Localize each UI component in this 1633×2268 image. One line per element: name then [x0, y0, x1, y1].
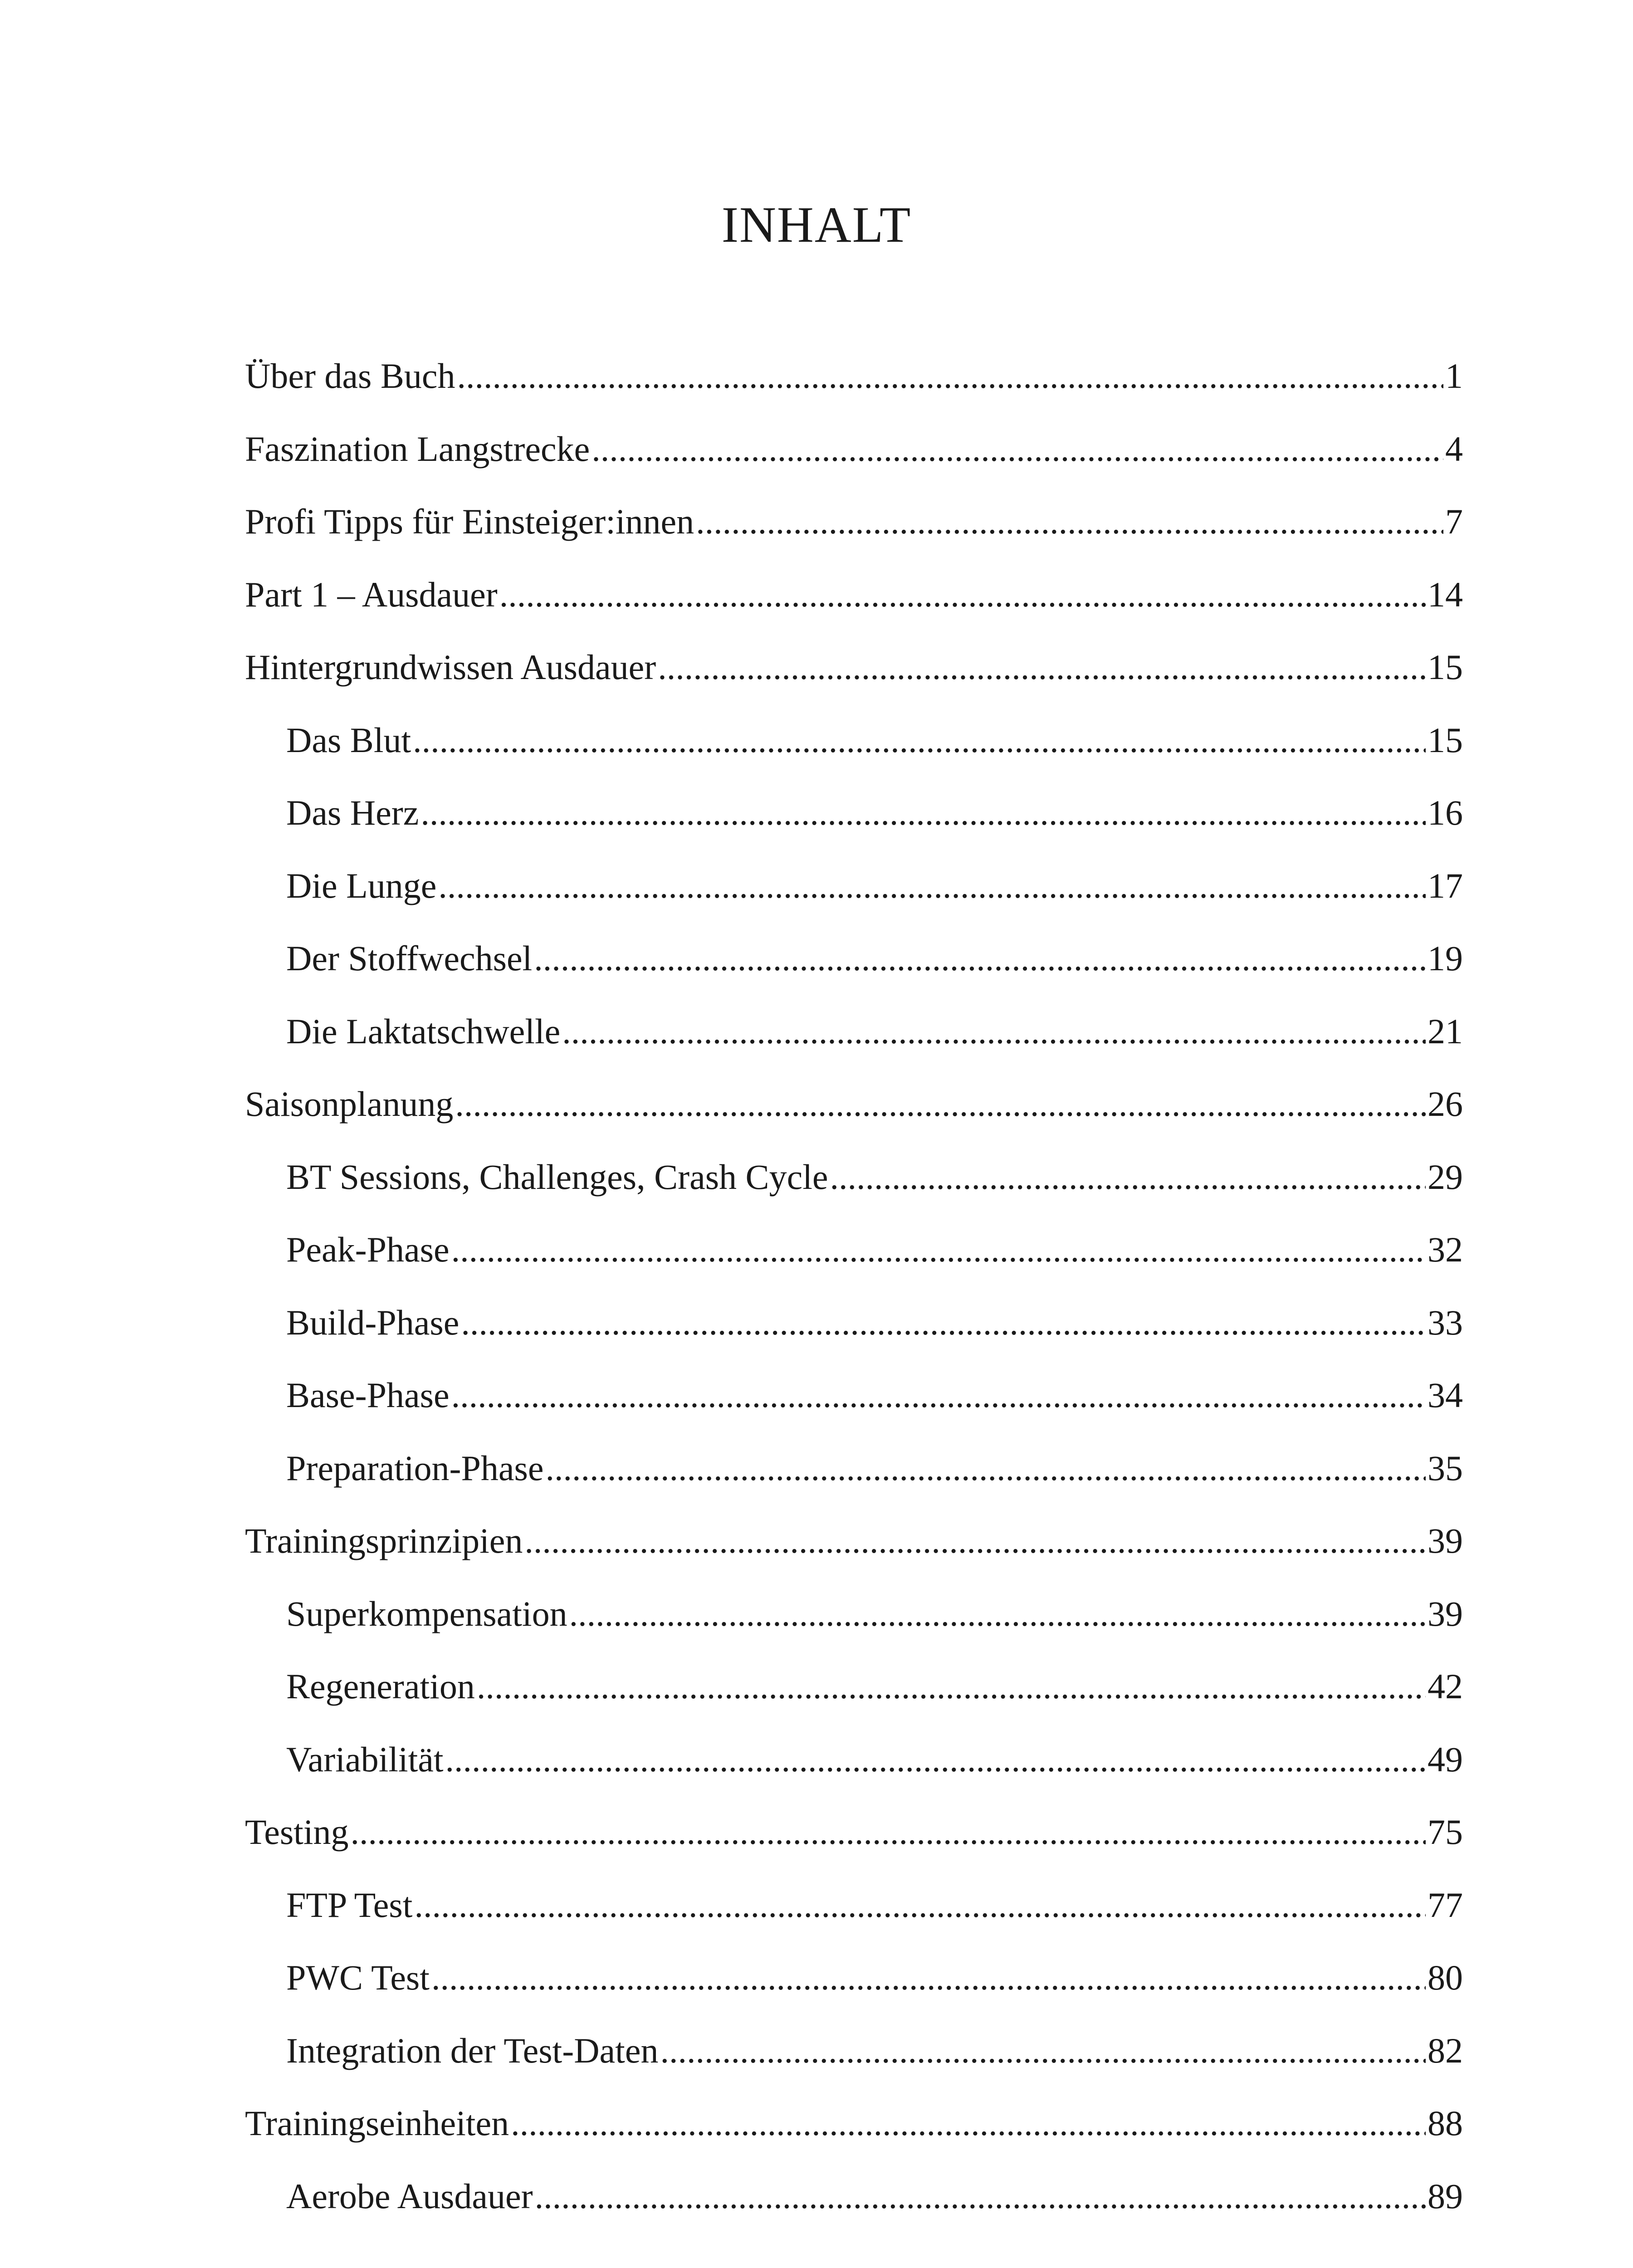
toc-entry-title: Superkompensation [286, 1593, 567, 1633]
toc-entry[interactable] [245, 938, 1463, 1014]
toc-entry[interactable] [245, 1302, 1463, 1378]
toc-entry-page-number: 4 [1445, 429, 1463, 469]
toc-entry[interactable] [245, 865, 1463, 941]
toc-entry[interactable] [245, 1011, 1463, 1087]
dot-leader [545, 1451, 1426, 1486]
dot-leader [499, 577, 1426, 612]
toc-entry[interactable] [245, 1593, 1463, 1669]
toc-entry-page-number: 42 [1428, 1667, 1463, 1706]
dot-leader [658, 650, 1426, 685]
dot-leader [660, 2033, 1426, 2068]
dot-leader [461, 1305, 1426, 1340]
dot-leader [413, 723, 1426, 758]
toc-entry-title: Testing [245, 1812, 349, 1852]
dot-leader [696, 504, 1443, 539]
toc-entry[interactable] [245, 1739, 1463, 1815]
toc-entry-title: Regeneration [286, 1667, 475, 1706]
toc-entry[interactable] [245, 2176, 1463, 2252]
toc-entry-page-number: 39 [1428, 1593, 1463, 1633]
toc-entry-page-number: 15 [1428, 720, 1463, 760]
toc-entry-page-number: 32 [1428, 1230, 1463, 1269]
toc-entry-title: FTP Test [286, 1885, 413, 1925]
dot-leader [431, 1960, 1426, 1995]
toc-entry-title: Preparation-Phase [286, 1448, 544, 1488]
toc-entry-title: Faszination Langstrecke [245, 429, 590, 469]
toc-entry-title: Über das Buch [245, 356, 455, 396]
toc-entry-title: Peak-Phase [286, 1230, 450, 1269]
dot-leader [451, 1378, 1426, 1413]
toc-entry-page-number: 89 [1428, 2176, 1463, 2216]
dot-leader [830, 1159, 1426, 1195]
toc-entry-page-number: 29 [1428, 1157, 1463, 1197]
dot-leader [445, 1742, 1426, 1777]
toc-entry-page-number: 15 [1428, 647, 1463, 687]
toc-entry-page-number: 75 [1428, 1812, 1463, 1852]
toc-entry[interactable] [245, 1814, 1463, 1887]
toc-entry-page-number: 34 [1428, 1375, 1463, 1415]
dot-leader [455, 1086, 1426, 1122]
table-of-contents [245, 358, 1463, 2251]
toc-entry-title: Die Lunge [286, 865, 437, 905]
toc-entry-title: Aerobe Ausdauer [286, 2176, 533, 2216]
toc-entry-title: Trainingsprinzipien [245, 1521, 523, 1560]
toc-entry-title: Das Herz [286, 793, 419, 832]
toc-entry-page-number: 82 [1428, 2030, 1463, 2070]
dot-leader [438, 868, 1426, 904]
toc-entry[interactable] [245, 1232, 1463, 1305]
toc-entry[interactable] [245, 1960, 1463, 2033]
toc-entry[interactable] [245, 647, 1463, 723]
toc-entry-page-number: 49 [1428, 1739, 1463, 1779]
dot-leader [451, 1232, 1426, 1267]
dot-leader [524, 1523, 1426, 1559]
toc-entry-title: PWC Test [286, 1958, 430, 1997]
toc-entry-page-number: 33 [1428, 1302, 1463, 1342]
toc-entry[interactable] [245, 431, 1463, 504]
toc-entry[interactable] [245, 2030, 1463, 2106]
toc-entry-page-number: 21 [1428, 1011, 1463, 1051]
toc-entry-page-number: 7 [1445, 502, 1463, 541]
toc-entry[interactable] [245, 1887, 1463, 1960]
toc-entry-title: Part 1 – Ausdauer [245, 574, 498, 614]
toc-entry-title: Die Laktatschwelle [286, 1011, 561, 1051]
toc-entry[interactable] [245, 1159, 1463, 1232]
dot-leader [511, 2106, 1426, 2141]
toc-entry-page-number: 19 [1428, 938, 1463, 978]
toc-entry[interactable] [245, 1086, 1463, 1159]
dot-leader [569, 1596, 1426, 1632]
page-title: INHALT [721, 197, 912, 253]
dot-leader [562, 1014, 1426, 1049]
toc-entry-title: Saisonplanung [245, 1084, 454, 1124]
toc-entry[interactable] [245, 358, 1463, 431]
dot-leader [534, 941, 1426, 976]
toc-entry-title: Der Stoffwechsel [286, 938, 533, 978]
toc-entry-page-number: 80 [1428, 1958, 1463, 1997]
toc-entry[interactable] [245, 504, 1463, 577]
toc-entry-page-number: 88 [1428, 2103, 1463, 2143]
toc-entry[interactable] [245, 1669, 1463, 1742]
toc-entry-page-number: 26 [1428, 1084, 1463, 1124]
toc-entry-page-number: 77 [1428, 1885, 1463, 1925]
dot-leader [457, 358, 1443, 394]
toc-entry-title: Base-Phase [286, 1375, 450, 1415]
toc-entry[interactable] [245, 2103, 1463, 2179]
toc-entry-title: Integration der Test-Daten [286, 2030, 659, 2070]
toc-entry-title: Variabilität [286, 1739, 444, 1779]
toc-entry-page-number: 14 [1428, 574, 1463, 614]
dot-leader [477, 1669, 1426, 1704]
toc-entry[interactable] [245, 1448, 1463, 1524]
toc-entry-page-number: 16 [1428, 793, 1463, 832]
dot-leader [351, 1814, 1426, 1850]
toc-entry-title: Build-Phase [286, 1302, 460, 1342]
toc-entry-title: Hintergrundwissen Ausdauer [245, 647, 656, 687]
toc-entry-title: Trainingseinheiten [245, 2103, 509, 2143]
toc-entry[interactable] [245, 720, 1463, 796]
toc-entry-title: Das Blut [286, 720, 411, 760]
toc-entry-title: BT Sessions, Challenges, Crash Cycle [286, 1157, 828, 1197]
dot-leader [414, 1887, 1426, 1923]
toc-entry-page-number: 39 [1428, 1521, 1463, 1560]
toc-entry-title: Profi Tipps für Einsteiger:innen [245, 502, 694, 541]
dot-leader [592, 431, 1443, 467]
toc-entry-page-number: 35 [1428, 1448, 1463, 1488]
toc-entry-page-number: 17 [1428, 865, 1463, 905]
toc-entry[interactable] [245, 795, 1463, 868]
dot-leader [535, 2179, 1426, 2214]
toc-entry[interactable] [245, 1375, 1463, 1451]
dot-leader [420, 795, 1426, 831]
toc-entry[interactable] [245, 574, 1463, 650]
toc-entry-page-number: 1 [1445, 356, 1463, 396]
toc-entry[interactable] [245, 1523, 1463, 1596]
